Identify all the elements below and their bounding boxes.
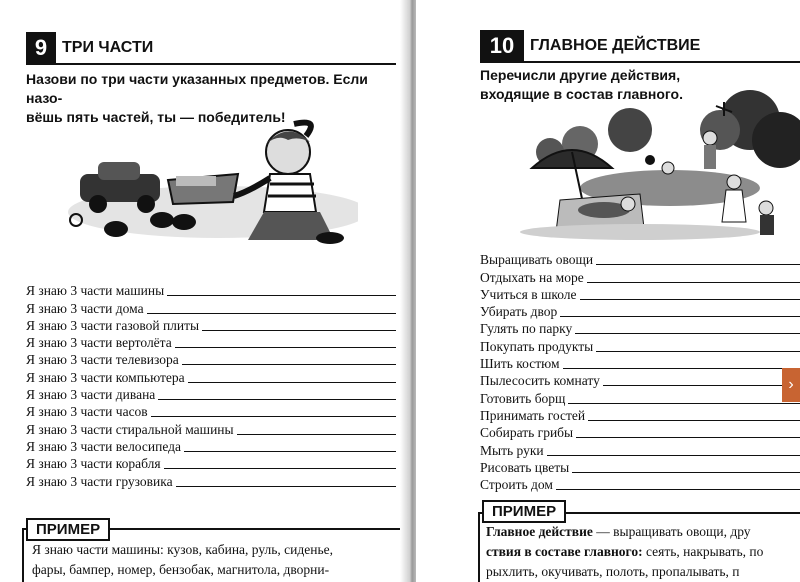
list-item[interactable]: Собирать грибы [480,424,800,441]
example-label: ПРИМЕР [482,500,566,523]
list-item[interactable]: Я знаю 3 части стиральной машины [26,420,396,437]
example-text: Я знаю части машины: кузов, кабина, руль, сиденье, фары, бампер, номер, бензобак, магнитола, дворни- [32,542,333,577]
exercise-title: ГЛАВНОЕ ДЕЙСТВИЕ [530,37,701,54]
ball-icon [645,155,655,165]
list-item[interactable]: Я знаю 3 части дивана [26,386,396,403]
exercise-title: ТРИ ЧАСТИ [62,39,154,56]
exercise-10-header [480,30,700,62]
actions-list [480,251,800,493]
list-item[interactable]: Я знаю 3 части машины [26,282,396,299]
boy-with-toys-illustration [58,112,358,252]
list-item[interactable]: Гулять по парку [480,320,800,337]
instruction: Перечисли другие действия, входящие в состав главного. [480,67,683,102]
park-scene-illustration [520,82,800,247]
list-item[interactable]: Покупать продукты [480,337,800,354]
list-item[interactable]: Принимать гостей [480,407,800,424]
list-item[interactable]: Я знаю 3 части велосипеда [26,438,396,455]
list-item[interactable]: Учиться в школе [480,286,800,303]
header-rule [480,61,800,63]
exercise-number: 10 [480,30,524,62]
list-item[interactable]: Мыть руки [480,441,800,458]
page-tab-icon[interactable]: › [782,368,800,402]
list-item[interactable]: Готовить борщ [480,389,800,406]
list-item[interactable]: Я знаю 3 части вертолёта [26,334,396,351]
header-rule [26,63,396,65]
list-item[interactable]: Шить костюм [480,355,800,372]
parts-list [26,282,396,490]
list-item[interactable]: Убирать двор [480,303,800,320]
list-item[interactable]: Отдыхать на море [480,268,800,285]
list-item[interactable]: Я знаю 3 части корабля [26,455,396,472]
list-item[interactable]: Строить дом [480,476,800,493]
list-item[interactable]: Я знаю 3 части дома [26,299,396,316]
list-item[interactable]: Пылесосить комнату [480,372,800,389]
exercise-number: 9 [26,32,56,64]
list-item[interactable]: Я знаю 3 части телевизора [26,351,396,368]
list-item[interactable]: Я знаю 3 части часов [26,403,396,420]
right-page [416,0,800,582]
list-item[interactable]: Рисовать цветы [480,459,800,476]
list-item[interactable]: Я знаю 3 части грузовика [26,472,396,489]
example-label: ПРИМЕР [26,518,110,541]
list-item[interactable]: Я знаю 3 части компьютера [26,368,396,385]
list-item[interactable]: Выращивать овощи [480,251,800,268]
exercise-9-header [26,32,153,64]
example-text: Главное действие — выращивать овощи, дру ствия в составе главного: сеять, накрывать, по рыхлить, окучивать, полоть, пропалывать, п [486,524,764,579]
instruction: Назови по три части указанных предметов. Если назо- вёшь пять частей, ты — победитель! [26,71,368,125]
list-item[interactable]: Я знаю 3 части газовой плиты [26,317,396,334]
